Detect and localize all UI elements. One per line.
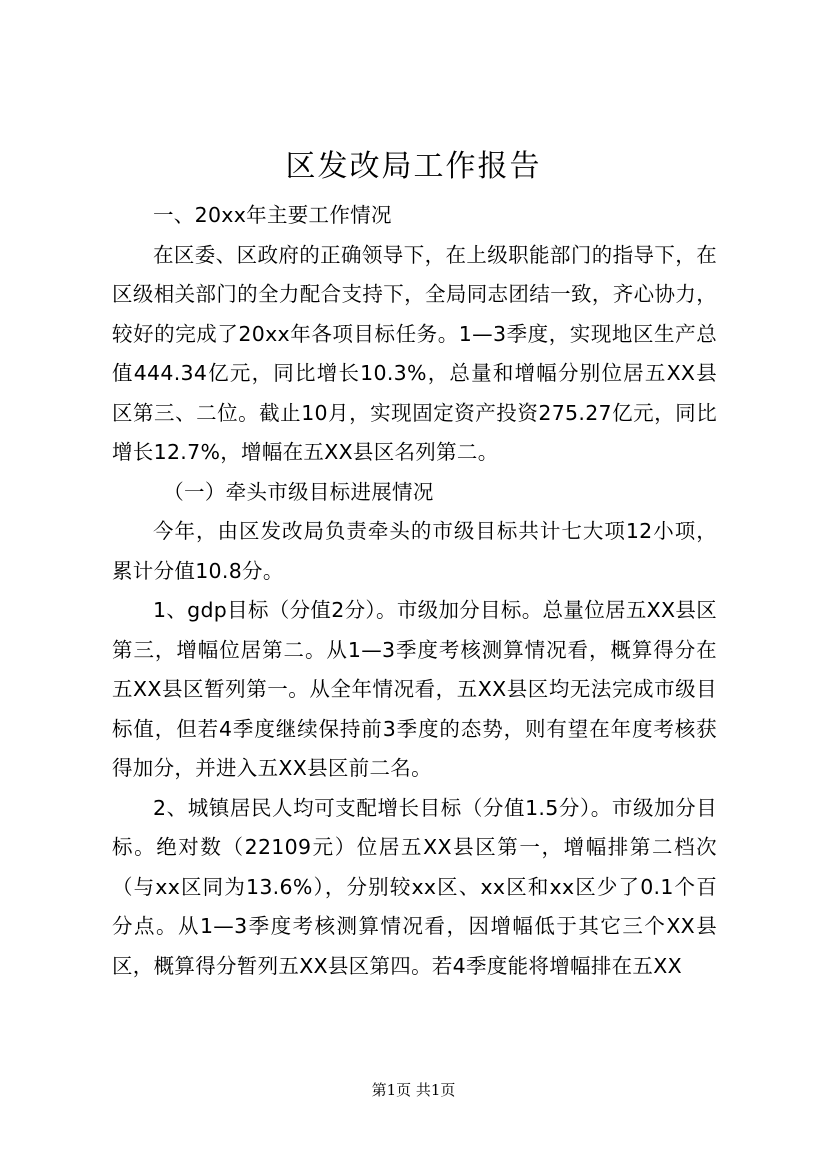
paragraph: 在区委、区政府的正确领导下，在上级职能部门的指导下，在区级相关部门的全力配合支持下，全局同志团结一致，齐心协力，较好的完成了20xx年各项目标任务。1—3季度，实现地区生产总值444.34亿元，同比增长10.3%，总量和增幅分别位居五XX县区第三、二位。截止10月，实现固定资产投资275.27亿元，同比增长12.7%，增幅在五XX县区名列第二。 xyxy=(112,242,717,464)
paragraph: 今年，由区发改局负责牵头的市级目标共计七大项12小项，累计分值10.8分。 xyxy=(112,519,717,583)
document-title: 区发改局工作报告 xyxy=(285,149,542,184)
paragraph: 2、城镇居民人均可支配增长目标（分值1.5分）。市级加分目标。绝对数（22109元）位居五XX县区第一，增幅排第二档次（与xx区同为13.6%），分别较xx区、xx区和xx区少了0.1个百分点。从1—3季度考核测算情况看，因增幅低于其它三个XX县区，概算得分暂列五XX县区第四。若4季度能将增幅排在五XX xyxy=(112,795,717,978)
page-number-footer: 第1页 共1页 xyxy=(371,1081,456,1099)
document-body xyxy=(112,196,717,986)
section-heading: 一、20xx年主要工作情况 xyxy=(153,203,392,227)
paragraph: 1、gdp目标（分值2分）。市级加分目标。总量位居五XX县区第三，增幅位居第二。从1—3季度考核测算情况看，概算得分在五XX县区暂列第一。从全年情况看，五XX县区均无法完成市级目标值，但若4季度继续保持前3季度的态势，则有望在年度考核获得加分，并进入五XX县区前二名。 xyxy=(112,598,717,780)
subsection-heading: （一）牵头市级目标进展情况 xyxy=(163,479,434,504)
